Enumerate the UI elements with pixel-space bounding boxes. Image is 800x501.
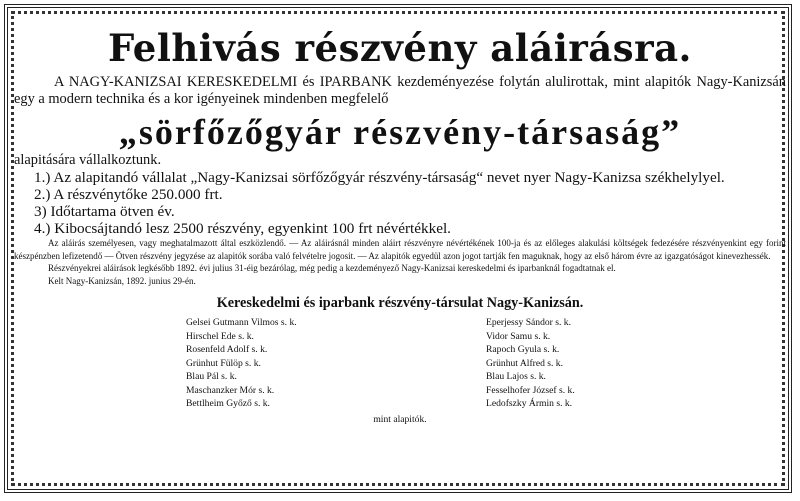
- signature-list: [186, 316, 786, 411]
- signature: Eperjessy Sándor s. k.: [486, 317, 571, 328]
- signature: Grünhut Fülöp s. k.: [186, 357, 261, 369]
- deadline-text: Részvényekrei aláirások legkésőbb 1892. évi julius 31-éig bezárólag, még pedig a kezdeményező Nagy-Kanizsai kereskedelmi és iparbanknál fogadtatnak el.: [48, 263, 616, 273]
- signature: Rapoch Gyula s. k.: [486, 344, 560, 355]
- signature: Vidor Samu s. k.: [486, 330, 551, 342]
- list-item: 4.) Kibocsájtandó lesz 2500 részvény, egyenkint 100 frt névértékkel.: [34, 220, 451, 237]
- closing-line: mint alapitók.: [373, 413, 427, 425]
- signature: Gelsei Gutmann Vilmos s. k.: [186, 317, 297, 328]
- date-line: Kelt Nagy-Kanizsán, 1892. junius 29-én.: [48, 275, 196, 286]
- list-item: 1.) Az alapitandó vállalat „Nagy-Kanizsai sörfőzőgyár részvény-társaság“ nevet nyer Nagy-Kanizsa székhelylyel.: [34, 169, 725, 186]
- undertaking-line: alapitására vállalkoztunk.: [14, 152, 162, 168]
- signature: Ledofszky Ármin s. k.: [486, 398, 573, 409]
- company-name: „sörfőzőgyár részvény-társaság”: [118, 112, 682, 152]
- list-item: 2.) A részvénytőke 250.000 frt.: [34, 186, 223, 203]
- headline: Felhivás részvény aláirásra.: [108, 26, 692, 70]
- signatory-header: Kereskedelmi és iparbank részvény-társulat Nagy-Kanizsán.: [216, 295, 584, 311]
- signature: Blau Lajos s. k.: [486, 371, 546, 382]
- signature: Hirschel Ede s. k.: [186, 330, 254, 342]
- signature: Grünhut Alfred s. k.: [486, 357, 564, 369]
- signature: Blau Pál s. k.: [186, 371, 237, 382]
- signature: Maschanzker Mór s. k.: [186, 384, 275, 396]
- advertisement: [14, 10, 786, 493]
- signature: Rosenfeld Adolf s. k.: [186, 344, 268, 355]
- list-item: 3) Időtartama ötven év.: [34, 203, 175, 220]
- signature: Fesselhofer József s. k.: [486, 384, 575, 396]
- signature: Bettlheim Győző s. k.: [186, 398, 270, 409]
- conditions-text: Az aláirás személyesen, vagy meghatalmazott által eszközlendő. — Az aláirásnál minden aláirt részvényre névértékének 100-ja és az előleges alakulási költségek fedezésére részvényenkint egy forint készpénzben lefizetendő — Ötven részvény jegyzése az alapitók sorába való felvételre jogosit. — Az alapitók egyedül azon jogot tartják fen maguknak, hogy az első három évre az igazgatóságot kinevezhessék.: [14, 238, 786, 261]
- intro-paragraph: A NAGY-KANIZSAI KERESKEDELMI és IPARBANK kezdeményezése folytán alulirottak, mint alapitók Nagy-Kanizsán egy a modern technika és a kor igényeinek mindenben megfelelő: [14, 74, 786, 107]
